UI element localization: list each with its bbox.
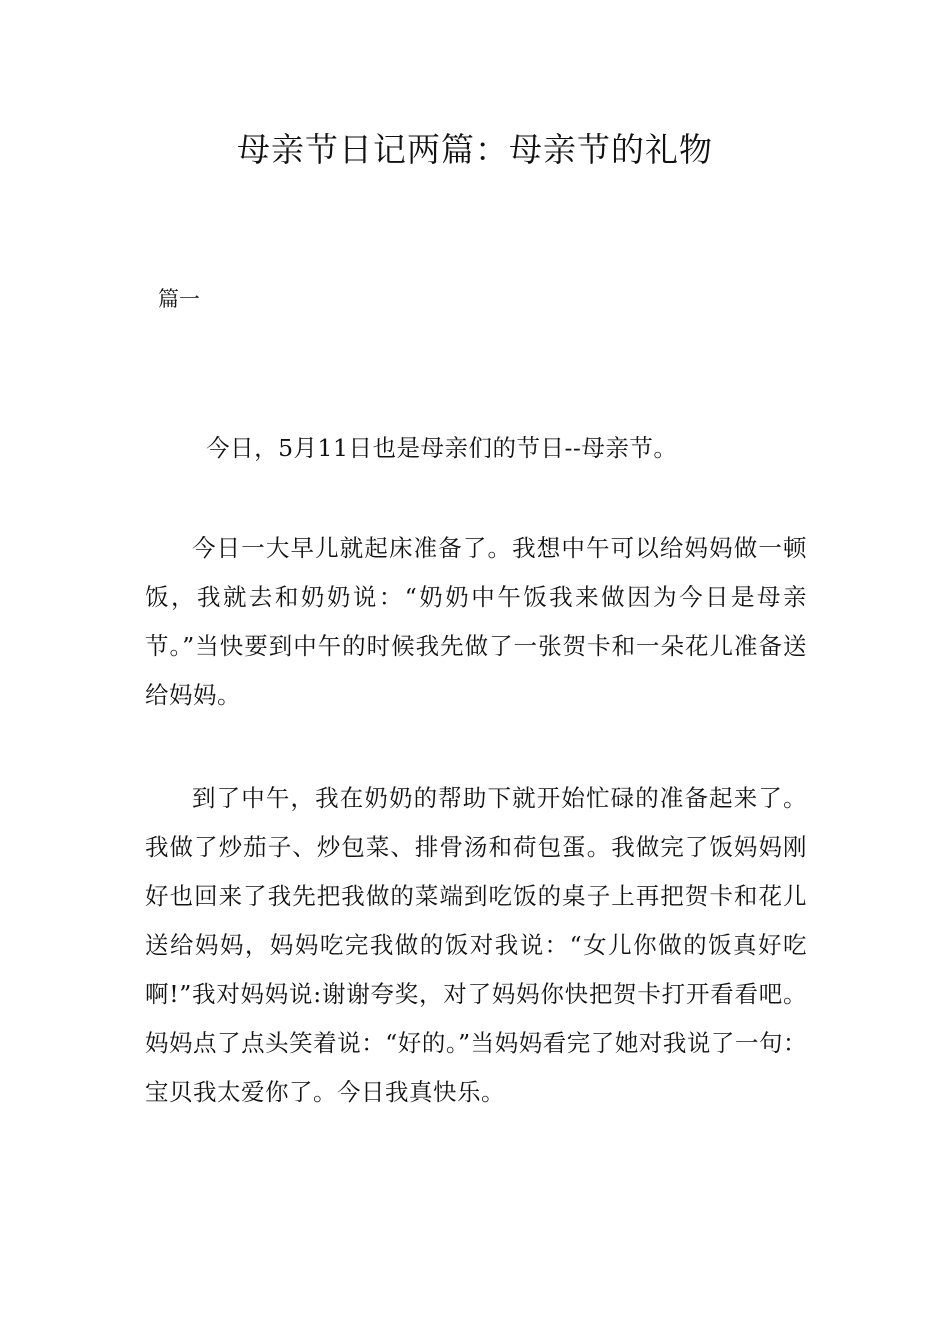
section-label: 篇一 (158, 287, 200, 311)
paragraph-3: 到了中午，我在奶奶的帮助下就开始忙碌的准备起来了。我做了炒茄子、炒包菜、排骨汤和荷包蛋。我做完了饭妈妈刚好也回来了我先把我做的菜端到吃饭的桌子上再把贺卡和花儿送给妈妈，妈妈吃完我做的饭对我说：“女儿你做的饭真好吃啊!”我对妈妈说:谢谢夸奖，对了妈妈你快把贺卡打开看看吧。妈妈点了点头笑着说：“好的。”当妈妈看完了她对我说了一句：宝贝我太爱你了。今日我真快乐。 (145, 784, 807, 1106)
paragraph-2: 今日一大早儿就起床准备了。我想中午可以给妈妈做一顿饭，我就去和奶奶说：“奶奶中午饭我来做因为今日是母亲节。”当快要到中午的时候我先做了一张贺卡和一朵花儿准备送给妈妈。 (145, 534, 807, 709)
document-title: 母亲节日记两篇：母亲节的礼物 (237, 130, 713, 169)
paragraph-1: 今日，5月11日也是母亲们的节日--母亲节。 (206, 434, 678, 462)
